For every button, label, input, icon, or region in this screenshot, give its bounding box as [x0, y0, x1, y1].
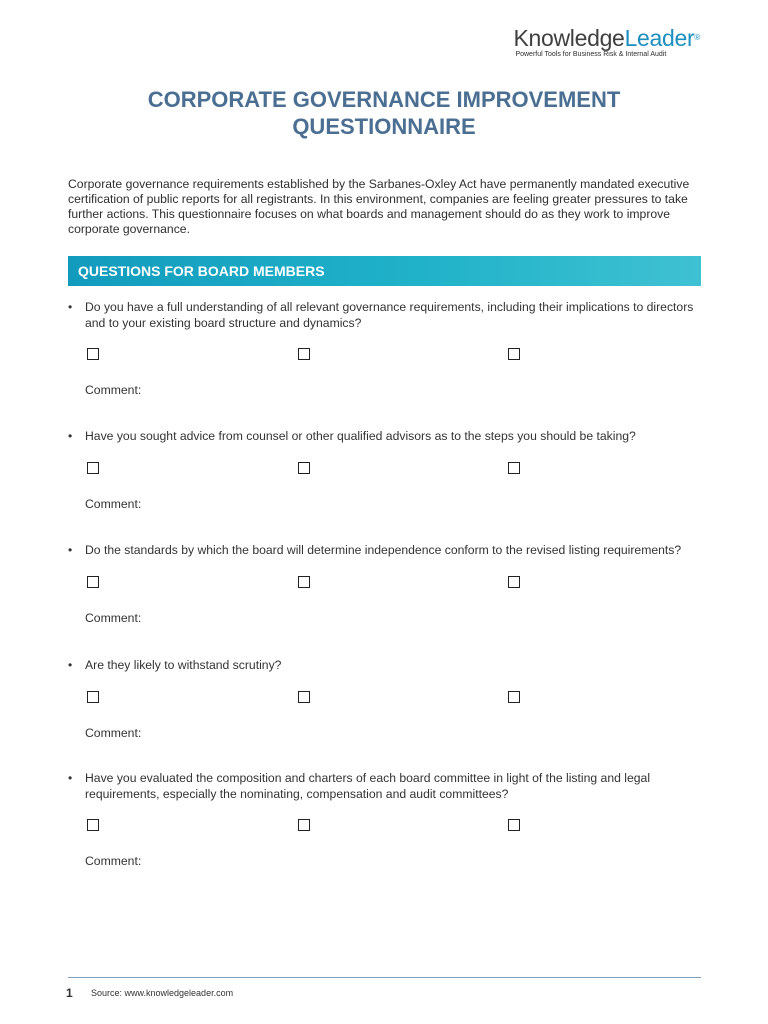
answer-options — [68, 819, 708, 841]
answer-options — [68, 576, 708, 598]
answer-checkbox-2[interactable] — [298, 462, 310, 474]
bullet: • — [68, 658, 73, 672]
footer-divider — [68, 977, 701, 978]
knowledgeleader-logo — [513, 26, 700, 58]
answer-checkbox-2[interactable] — [298, 691, 310, 703]
question-text-container — [68, 657, 708, 673]
question-text: Have you evaluated the composition and charters of each board committee in light of the listing and legal requirements, especially the nominating, compensation and audit committees? — [85, 771, 651, 801]
page-title-line2: QUESTIONNAIRE — [292, 114, 476, 139]
answer-checkbox-3[interactable] — [508, 819, 520, 831]
logo-wordmark: KnowledgeLeader® — [513, 25, 700, 51]
answer-checkbox-1[interactable] — [87, 462, 99, 474]
answer-options — [68, 462, 708, 484]
bullet: • — [68, 300, 73, 314]
section-title: QUESTIONS FOR BOARD MEMBERS — [78, 263, 325, 279]
bullet: • — [68, 429, 73, 443]
answer-checkbox-3[interactable] — [508, 348, 520, 360]
comment-label: Comment: — [85, 497, 142, 511]
answer-checkbox-2[interactable] — [298, 819, 310, 831]
question-item-5 — [68, 770, 708, 868]
source-note: Source: www.knowledgeleader.com — [91, 988, 234, 998]
question-text-container — [68, 299, 708, 331]
question-item-1 — [68, 299, 708, 397]
answer-checkbox-2[interactable] — [298, 348, 310, 360]
answer-checkbox-1[interactable] — [87, 348, 99, 360]
answer-options — [68, 691, 708, 713]
page-title-line1: CORPORATE GOVERNANCE IMPROVEMENT — [147, 87, 621, 112]
question-text-container — [68, 428, 708, 444]
bullet: • — [68, 771, 73, 785]
answer-checkbox-1[interactable] — [87, 691, 99, 703]
question-text-container — [68, 542, 708, 558]
answer-checkbox-1[interactable] — [87, 576, 99, 588]
comment-label: Comment: — [85, 854, 142, 868]
answer-options — [68, 348, 708, 370]
question-text: Have you sought advice from counsel or other qualified advisors as to the steps you should be taking? — [85, 429, 636, 443]
comment-label: Comment: — [85, 726, 142, 740]
page-number: 1 — [66, 986, 73, 1000]
comment-label: Comment: — [85, 611, 142, 625]
answer-checkbox-3[interactable] — [508, 576, 520, 588]
section-header-bar — [68, 256, 701, 286]
question-item-3 — [68, 542, 708, 625]
answer-checkbox-2[interactable] — [298, 576, 310, 588]
comment-label: Comment: — [85, 383, 142, 397]
answer-checkbox-3[interactable] — [508, 691, 520, 703]
question-text: Do you have a full understanding of all relevant governance requirements, including their implications to directors and to your existing board structure and dynamics? — [85, 300, 694, 330]
question-text-container — [68, 770, 708, 802]
question-item-2 — [68, 428, 708, 511]
question-text: Do the standards by which the board will determine independence conform to the revised listing requirements? — [85, 543, 682, 557]
answer-checkbox-3[interactable] — [508, 462, 520, 474]
answer-checkbox-1[interactable] — [87, 819, 99, 831]
intro-paragraph: Corporate governance requirements established by the Sarbanes-Oxley Act have permanently mandated executive certification of public reports for all registrants. In this environment, companies are feeling greater pressures to take further actions. This questionnaire focuses on what boards and management should do as they work to improve corporate governance. — [68, 177, 690, 236]
question-text: Are they likely to withstand scrutiny? — [85, 658, 282, 672]
question-item-4 — [68, 657, 708, 740]
page-title — [68, 86, 700, 140]
logo-tagline: Powerful Tools for Business Risk & Internal Audit — [515, 51, 667, 58]
bullet: • — [68, 543, 73, 557]
